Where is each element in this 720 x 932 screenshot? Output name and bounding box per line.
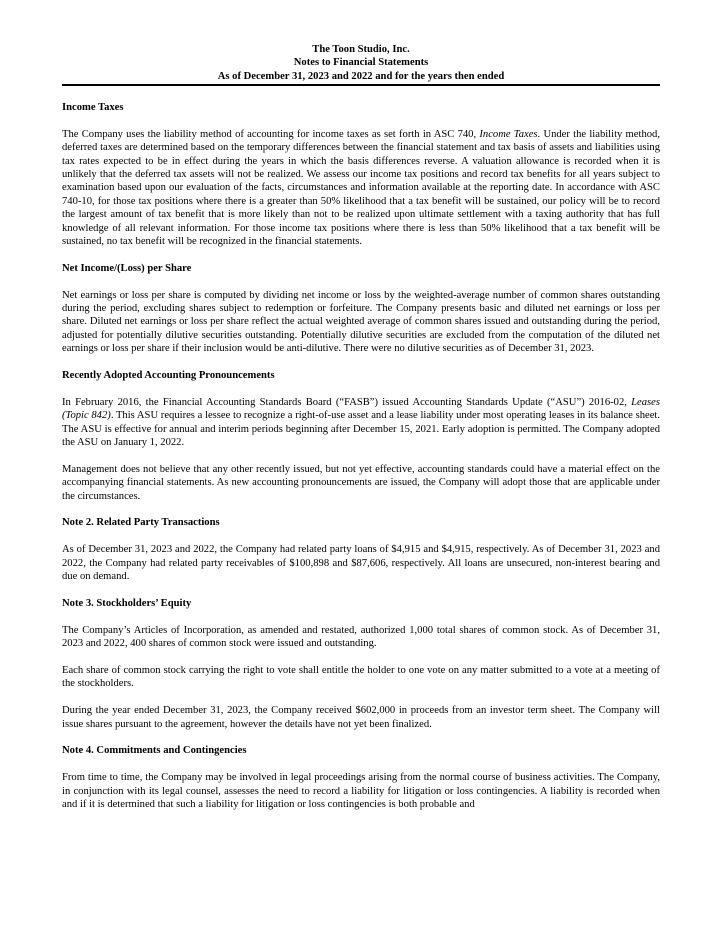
- section-heading: Note 4. Commitments and Contingencies: [62, 745, 247, 757]
- italic-reference: Leases (Topic 842): [62, 396, 660, 422]
- paragraph: Each share of common stock carrying the right to vote shall entitle the holder to one vote on any matter submitted to a vote at a meeting of the stockholders.: [62, 664, 660, 690]
- paragraph: [62, 396, 660, 450]
- italic-reference: Income Taxes: [479, 128, 538, 140]
- section-income-taxes: [62, 101, 660, 248]
- paragraph: [62, 128, 660, 249]
- paragraph: From time to time, the Company may be involved in legal proceedings arising from the normal course of business activities. The Company, in conjunction with its legal counsel, assesses the need to record a liability for litigation or loss contingencies. A liability is recorded when and if it is determined that such a liability for litigation or loss contingencies is both probable and: [62, 772, 660, 810]
- document-body: [62, 101, 660, 825]
- paragraph: As of December 31, 2023 and 2022, the Company had related party loans of $4,915 and $4,915, respectively. As of December 31, 2023 and 2022, the Company had related party receivables of $100,898 and $87,606, respectively. All loans are unsecured, non-interest bearing and due on demand.: [62, 544, 660, 583]
- paragraph-text: . Under the liability method, deferred taxes are determined based on the temporary differences between the financial statement and tax basis of assets and liabilities using tax rates expected to be in effect during the years in which the basis differences reverse. A valuation allowance is recorded when it is unlikely that the deferred tax assets will not be realized. We assess our income tax positions and record tax benefits for all years subject to examination based upon our evaluation of the facts, circumstances and information available at the reporting date. In accordance with ASC 740-10, for those tax positions where there is a greater than 50% likelihood that a tax benefit will be sustained, our policy will be to record the largest amount of tax benefit that is more likely than not to be realized upon ultimate settlement with a taxing authority that has full knowledge of all relevant information. For those income tax positions where there is less than 50% likelihood that a tax benefit will be sustained, no tax benefit will be recognized in the financial statements.: [62, 128, 660, 248]
- header-rule: [62, 84, 660, 86]
- section-heading: Note 2. Related Party Transactions: [62, 517, 220, 529]
- section-note-2: [62, 516, 660, 583]
- page-header: [62, 43, 660, 83]
- section-note-3: [62, 597, 660, 731]
- section-heading: Note 3. Stockholders’ Equity: [62, 597, 192, 609]
- section-heading: Recently Adopted Accounting Pronouncements: [62, 370, 275, 382]
- section-recent-pronouncements: [62, 369, 660, 503]
- paragraph: Net earnings or loss per share is computed by dividing net income or loss by the weighted-average number of common shares outstanding during the period, excluding shares subject to redemption or forfeiture. The Company presents basic and diluted net earnings or loss per share. Diluted net earnings or loss per share reflect the actual weighted average of common shares issued and outstanding during the period, adjusted for potentially dilutive securities outstanding. Potentially dilutive securities are excluded from the computation of the diluted net earnings or loss per share if their inclusion would be anti-dilutive. There were no dilutive securities as of December 31, 2023.: [62, 289, 660, 355]
- paragraph-text: The Company uses the liability method of accounting for income taxes as set forth in ASC 740,: [62, 128, 480, 140]
- paragraph: Management does not believe that any other recently issued, but not yet effective, accounting standards could have a material effect on the accompanying financial statements. As new accounting pronouncements are issued, the Company will adopt those that are applicable under the circumstances.: [62, 463, 660, 502]
- paragraph: During the year ended December 31, 2023, the Company received $602,000 in proceeds from an investor term sheet. The Company will issue shares pursuant to the agreement, however the details have not yet been finalized.: [62, 705, 660, 730]
- paragraph: The Company’s Articles of Incorporation, as amended and restated, authorized 1,000 total shares of common stock. As of December 31, 2023 and 2022, 400 shares of common stock were issued and outstanding.: [62, 624, 660, 650]
- section-net-income: [62, 262, 660, 356]
- reporting-period: As of December 31, 2023 and 2022 and for the years then ended: [217, 70, 505, 82]
- section-heading: Income Taxes: [62, 102, 124, 113]
- document-title: Notes to Financial Statements: [293, 57, 429, 69]
- section-note-4: [62, 744, 660, 811]
- paragraph-text: In February 2016, the Financial Accounting Standards Board (“FASB”) issued Accounting Standards Update (“ASU”) 2016-02,: [62, 396, 632, 408]
- section-heading: Net Income/(Loss) per Share: [62, 262, 192, 274]
- paragraph-text: . This ASU requires a lessee to recognize a right-of-use asset and a lease liability under most operating leases in its balance sheet. The ASU is effective for annual and interim periods beginning after December 15, 2021. Early adoption is permitted. The Company adopted the ASU on January 1, 2022.: [62, 410, 660, 449]
- company-name: The Toon Studio, Inc.: [312, 44, 410, 55]
